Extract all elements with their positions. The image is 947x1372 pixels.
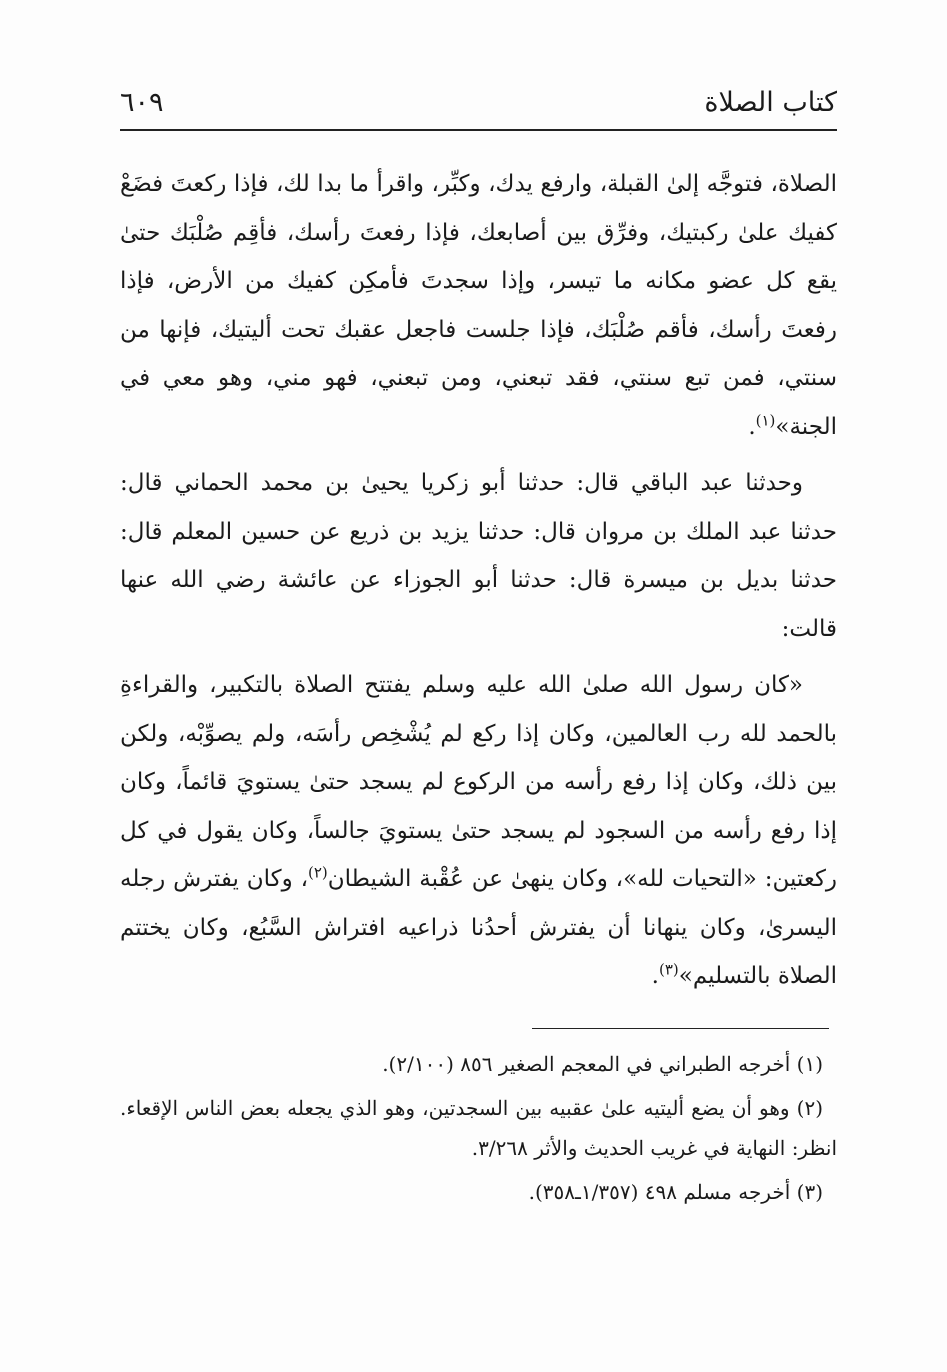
main-text (120, 160, 837, 1009)
footnote-text: أخرجه مسلم ٤٩٨ (١/٣٥٧ـ٣٥٨). (528, 1180, 791, 1204)
paragraph-3-text-b: ، وكان يفترش رجله اليسرىٰ، وكان ينهانا أن يفترش أحدُنا ذراعيه افتراش السَّبُع، وكان يختتم الصلاة بالتسليم» (120, 866, 838, 989)
footnote-number: (٣) (796, 1180, 823, 1204)
footnote-2 (120, 1088, 837, 1168)
footnote-3 (120, 1172, 837, 1212)
footnote-divider (532, 1028, 829, 1029)
page-number: ٦٠٩ (120, 87, 164, 118)
running-title: كتاب الصلاة (704, 87, 837, 118)
footnote-number: (٢) (796, 1096, 823, 1120)
paragraph-3-tail: . (651, 963, 659, 989)
paragraph-1-text: الصلاة، فتوجَّه إلىٰ القبلة، وارفع يدك، وكبِّر، واقرأ ما بدا لك، فإذا ركعتَ فضَعْ كفيك علىٰ ركبتيك، وفرِّق بين أصابعك، فإذا رفعتَ رأسك، فأقِم صُلْبَك حتىٰ يقع كل عضو مكانه ما تيسر، وإذا سجدتَ فأمكِن كفيك من الأرض، فإذا رفعتَ رأسك، فأقم صُلْبَك، فإذا جلست فاجعل عقبك تحت أليتيك، فإنها من سنتي، فمن تبع سنتي، فقد تبعني، ومن تبعني، فهو مني، وهو معي في الجنة» (120, 171, 837, 440)
footnote-text: أخرجه الطبراني في المعجم الصغير ٨٥٦ (٢/١٠٠). (382, 1052, 791, 1076)
paragraph-3-text-a: «كان رسول الله صلىٰ الله عليه وسلم يفتتح الصلاة بالتكبير، والقراءةِ بالحمد لله رب العالمين، وكان إذا ركع لم يُشْخِص رأسَه، ولم يصوِّبْه، ولكن بين ذلك، وكان إذا رفع رأسه من الركوع لم يسجد حتىٰ يستويَ قائماً، وكان إذا رفع رأسه من السجود لم يسجد حتىٰ يستويَ جالساً، وكان يقول في كل ركعتين: «التحيات لله»، وكان ينهىٰ عن عُقْبة الشيطان (120, 672, 838, 892)
footnote-ref-1[interactable]: (١) (755, 410, 776, 429)
paragraph-2 (120, 459, 837, 653)
page-header (120, 86, 837, 128)
footnote-1 (120, 1044, 837, 1084)
paragraph-1 (120, 160, 837, 451)
paragraph-1-tail: . (748, 413, 756, 440)
footnotes (120, 1044, 837, 1216)
paragraph-2-text: وحدثنا عبد الباقي قال: حدثنا أبو زكريا يحيىٰ بن محمد الحماني قال: حدثنا عبد الملك بن مروان قال: حدثنا يزيد بن ذريع عن حسين المعلم قال: حدثنا بديل بن ميسرة قال: حدثنا أبو الجوزاء عن عائشة رضي الله عنها قالت: (120, 470, 837, 642)
footnote-ref-3[interactable]: (٣) (658, 960, 679, 979)
paragraph-3 (120, 661, 837, 1001)
header-divider (120, 129, 837, 131)
footnote-number: (١) (796, 1052, 823, 1076)
footnote-ref-2[interactable]: (٢) (308, 863, 328, 882)
footnote-text: وهو أن يضع أليتيه علىٰ عقبيه بين السجدتين، وهو الذي يجعله بعض الناس الإقعاء. انظر: النهاية في غريب الحديث والأثر ٣/٢٦٨. (120, 1096, 837, 1160)
